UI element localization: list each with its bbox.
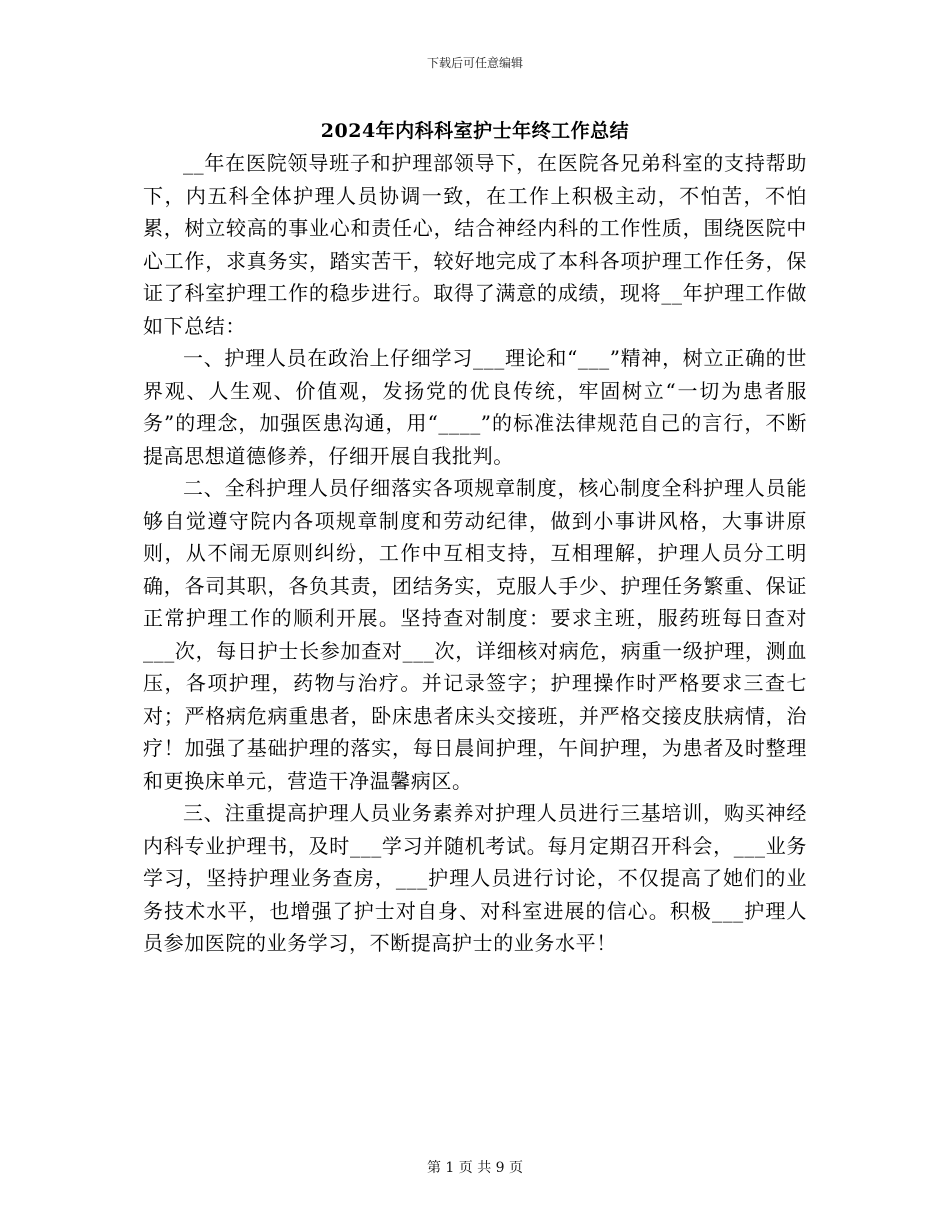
download-editable-note: 下载后可任意编辑	[426, 56, 523, 70]
document-body	[143, 147, 807, 960]
paragraph-section-3: 三、注重提高护理人员业务素养对护理人员进行三基培训，购买神经内科专业护理书，及时___学习并随机考试。每月定期召开科会，___业务学习，坚持护理业务查房，___护理人员进行讨论，不仅提高了她们的业务技术水平，也增强了护士对自身、对科室进展的信心。积极___护理人员参加医院的业务学习，不断提高护士的业务水平！	[143, 801, 807, 955]
paragraph-intro: __年在医院领导班子和护理部领导下，在医院各兄弟科室的支持帮助下，内五科全体护理人员协调一致，在工作上积极主动，不怕苦，不怕累，树立较高的事业心和责任心，结合神经内科的工作性质，围绕医院中心工作，求真务实，踏实苦干，较好地完成了本科各项护理工作任务，保证了科室护理工作的稳步进行。取得了满意的成绩，现将__年护理工作做如下总结：	[143, 151, 807, 338]
paragraph-section-1: 一、护理人员在政治上仔细学习___理论和“___”精神，树立正确的世界观、人生观、价值观，发扬党的优良传统，牢固树立“一切为患者服务”的理念，加强医患沟通，用“____”的标准法律规范自己的言行，不断提高思想道德修养，仔细开展自我批判。	[143, 346, 807, 468]
paragraph-section-2: 二、全科护理人员仔细落实各项规章制度，核心制度全科护理人员能够自觉遵守院内各项规章制度和劳动纪律，做到小事讲风格，大事讲原则，从不闹无原则纠纷，工作中互相支持，互相理解，护理人员分工明确，各司其职，各负其责，团结务实，克服人手少、护理任务繁重、保证正常护理工作的顺利开展。坚持查对制度：要求主班，服药班每日查对___次，每日护士长参加查对___次，详细核对病危，病重一级护理，测血压，各项护理，药物与治疗。并记录签字；护理操作时严格要求三查七对；严格病危病重患者，卧床患者床头交接班，并严格交接皮肤病情，治疗！加强了基础护理的落实，每日晨间护理，午间护理，为患者及时整理和更换床单元，营造干净温馨病区。	[143, 476, 807, 793]
page-number: 第 1 页 共 9 页	[426, 1160, 524, 1176]
document-title: 2024年内科科室护士年终工作总结	[320, 120, 630, 142]
